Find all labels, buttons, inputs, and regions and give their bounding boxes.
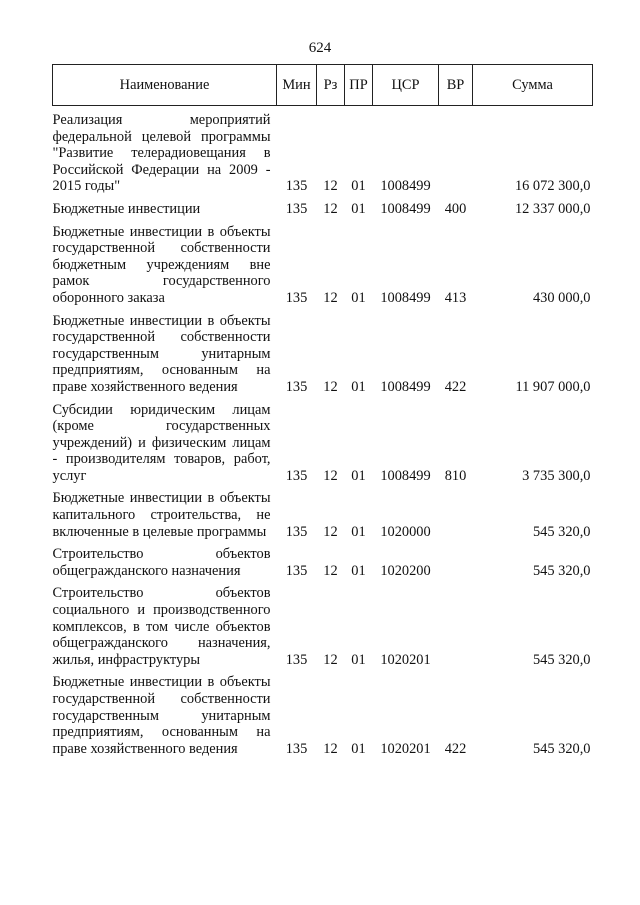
table-row bbox=[53, 546, 593, 579]
row-csr: 1008499 bbox=[380, 467, 431, 484]
row-pr: 01 bbox=[351, 178, 366, 195]
row-vr: 413 bbox=[444, 289, 467, 306]
table-row bbox=[53, 585, 593, 668]
row-rz: 12 bbox=[323, 562, 338, 579]
row-pr: 01 bbox=[351, 651, 366, 668]
header-vr: ВР bbox=[439, 65, 473, 106]
budget-table bbox=[52, 64, 593, 757]
row-rz: 12 bbox=[323, 178, 338, 195]
row-sum: 12 337 000,0 bbox=[514, 200, 591, 217]
row-name: Строительство объектов социального и производственного комплексов, в том числе объектов общегражданского назначения, жилья, инфраструктуры bbox=[52, 585, 271, 668]
header-pr: ПР bbox=[345, 65, 373, 106]
row-sum: 11 907 000,0 bbox=[515, 378, 591, 395]
row-csr: 1020201 bbox=[380, 651, 431, 668]
row-rz: 12 bbox=[323, 467, 338, 484]
row-sum: 545 320,0 bbox=[532, 562, 591, 579]
row-name: Бюджетные инвестиции в объекты капитального строительства, не включенные в целевые программы bbox=[52, 490, 271, 540]
row-csr: 1008499 bbox=[380, 289, 431, 306]
row-sum: 430 000,0 bbox=[532, 289, 591, 306]
table-header bbox=[53, 65, 593, 106]
row-vr: 422 bbox=[444, 378, 467, 395]
table-row bbox=[53, 224, 593, 307]
row-name: Бюджетные инвестиции в объекты государственной собственности государственным унитарным предприятиям, основанным на праве хозяйственного ведения bbox=[52, 312, 271, 395]
row-rz: 12 bbox=[323, 740, 338, 757]
row-sum: 545 320,0 bbox=[532, 740, 591, 757]
row-sum: 16 072 300,0 bbox=[514, 178, 591, 195]
row-name: Строительство объектов общегражданского назначения bbox=[52, 546, 271, 579]
row-min: 135 bbox=[285, 178, 308, 195]
row-rz: 12 bbox=[323, 651, 338, 668]
header-csr: ЦСР bbox=[373, 65, 439, 106]
row-csr: 1020000 bbox=[380, 523, 431, 540]
row-vr bbox=[439, 585, 473, 668]
row-rz: 12 bbox=[323, 523, 338, 540]
row-vr: 810 bbox=[444, 467, 467, 484]
header-min: Мин bbox=[277, 65, 317, 106]
row-vr: 422 bbox=[444, 740, 467, 757]
row-rz: 12 bbox=[323, 289, 338, 306]
row-min: 135 bbox=[285, 523, 308, 540]
page-number: 624 bbox=[308, 40, 332, 56]
header-rz: Рз bbox=[317, 65, 345, 106]
row-pr: 01 bbox=[351, 289, 366, 306]
row-vr bbox=[439, 546, 473, 579]
row-min: 135 bbox=[285, 467, 308, 484]
table-row bbox=[53, 201, 593, 218]
row-sum: 3 735 300,0 bbox=[522, 467, 591, 484]
row-csr: 1020201 bbox=[380, 740, 431, 757]
table-row bbox=[53, 402, 593, 485]
table-body bbox=[53, 106, 593, 758]
row-pr: 01 bbox=[351, 523, 366, 540]
row-vr: 400 bbox=[444, 200, 467, 217]
row-sum: 545 320,0 bbox=[532, 651, 591, 668]
row-name: Бюджетные инвестиции в объекты государственной собственности государственным унитарным предприятиям, основанным на праве хозяйственного ведения bbox=[52, 674, 271, 757]
row-csr: 1008499 bbox=[380, 178, 431, 195]
row-name: Реализация мероприятий федеральной целевой программы "Развитие телерадиовещания в Российской Федерации на 2009 - 2015 годы" bbox=[52, 112, 271, 195]
row-name: Бюджетные инвестиции bbox=[52, 200, 201, 217]
row-min: 135 bbox=[285, 289, 308, 306]
header-row bbox=[53, 65, 593, 106]
row-rz: 12 bbox=[323, 200, 338, 217]
row-min: 135 bbox=[285, 562, 308, 579]
row-name: Бюджетные инвестиции в объекты государственной собственности бюджетным учреждениям вне рамок государственного оборонного заказа bbox=[52, 223, 271, 306]
row-sum: 545 320,0 bbox=[532, 523, 591, 540]
row-min: 135 bbox=[285, 740, 308, 757]
row-min: 135 bbox=[285, 378, 308, 395]
row-vr bbox=[439, 490, 473, 540]
table-row bbox=[53, 313, 593, 396]
header-name: Наименование bbox=[53, 65, 277, 106]
row-min: 135 bbox=[285, 200, 308, 217]
row-pr: 01 bbox=[351, 467, 366, 484]
table-row bbox=[53, 674, 593, 757]
row-csr: 1008499 bbox=[380, 378, 431, 395]
row-name: Субсидии юридическим лицам (кроме государственных учреждений) и физическим лицам - производителям товаров, работ, услуг bbox=[52, 401, 271, 484]
row-pr: 01 bbox=[351, 562, 366, 579]
row-vr bbox=[439, 106, 473, 195]
row-pr: 01 bbox=[351, 200, 366, 217]
table-row bbox=[53, 490, 593, 540]
row-pr: 01 bbox=[351, 378, 366, 395]
table-row bbox=[53, 106, 593, 195]
header-sum: Сумма bbox=[473, 65, 593, 106]
row-pr: 01 bbox=[351, 740, 366, 757]
row-min: 135 bbox=[285, 651, 308, 668]
row-rz: 12 bbox=[323, 378, 338, 395]
row-csr: 1008499 bbox=[380, 200, 431, 217]
row-csr: 1020200 bbox=[380, 562, 431, 579]
